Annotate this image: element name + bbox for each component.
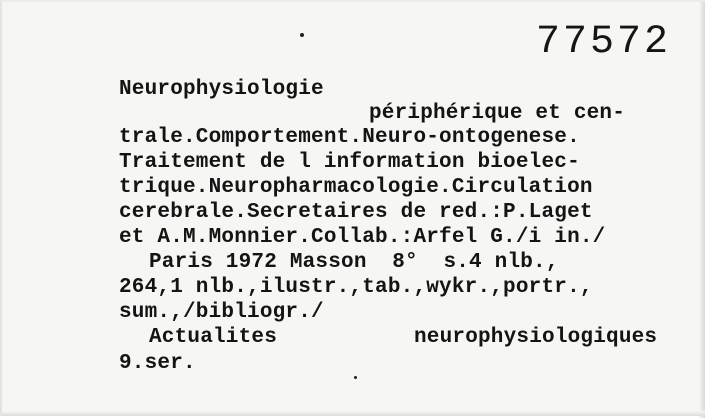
- series-title: Actualites: [149, 326, 278, 349]
- series-number: 9.ser.: [119, 352, 196, 375]
- scan-edge-shadow-bottom: [2, 411, 705, 416]
- entry-text-line: cerebrale.Secretaires de red.:P.Laget: [119, 201, 593, 224]
- entry-text-line: Traitement de l information bioelec-: [119, 151, 580, 174]
- entry-heading: Neurophysiologie: [119, 78, 324, 101]
- entry-text-line: trale.Comportement.Neuro-ontogenese.: [119, 126, 580, 149]
- entry-text-line: trique.Neuropharmacologie.Circulation: [119, 176, 593, 199]
- entry-subheading: périphérique et cen-: [369, 102, 626, 125]
- catalog-number: 77572: [536, 20, 672, 65]
- ink-speck: [354, 376, 357, 379]
- series-title-cont: neurophysiologiques: [414, 326, 658, 349]
- scan-edge-shadow-right: [699, 2, 705, 418]
- collation-line: sum.,/bibliogr./: [119, 301, 324, 324]
- collation-line: 264,1 nlb.,ilustr.,tab.,wykr.,portr.,: [119, 276, 593, 299]
- ink-speck: [300, 33, 304, 37]
- imprint-line: Paris 1972 Masson 8° s.4 nlb.,: [149, 251, 559, 274]
- entry-text-line: et A.M.Monnier.Collab.:Arfel G./i in./: [119, 226, 606, 249]
